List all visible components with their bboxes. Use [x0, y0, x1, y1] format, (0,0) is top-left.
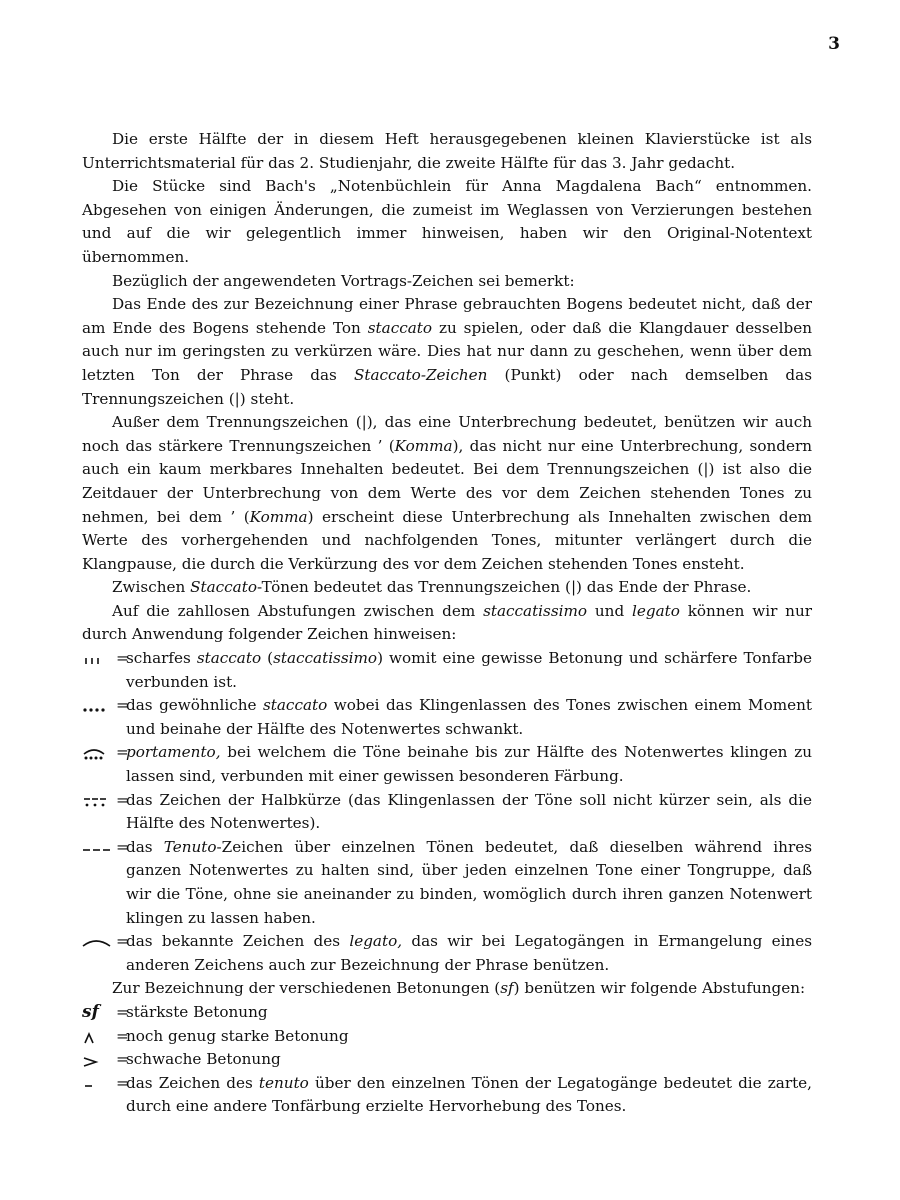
italic-term: Komma [249, 507, 308, 526]
italic-term: staccato [196, 649, 262, 668]
equals-sign: = [116, 790, 129, 809]
text-segment: das Zeichen der Halbkürze (das Klingenlassen der Töne soll nicht kürzer sein, als die Hälfte des Notenwertes). [126, 790, 812, 833]
staccato-dots-glyph [82, 698, 114, 714]
mark-description [126, 1048, 812, 1072]
paragraph [82, 128, 812, 175]
paragraph [82, 175, 812, 269]
text-segment: stärkste Betonung [126, 1002, 268, 1021]
text-segment: über den einzelnen Tönen der Legatogänge bedeutet die zarte, durch eine andere Tonfärbung erzielte Hervorhebung des Tones. [126, 1073, 812, 1116]
document-body [82, 128, 812, 1119]
italic-term: Komma [394, 436, 453, 455]
paragraph [82, 576, 812, 600]
text-segment: das gewöhnliche [126, 696, 263, 715]
italic-term: staccato [367, 318, 433, 337]
text-segment: das wir bei Legatogängen in Ermangelung eines anderen Zeichens auch zur Bezeichnung der Phrase benützen. [126, 932, 812, 974]
text-segment: scharfes [126, 649, 197, 668]
text-segment: zu spielen, oder daß die Klangdauer desselben auch nur im geringsten zu verkürzen wäre. Dies hat nur dann zu geschehen, wenn über dem letzten Ton der Phrase das [82, 318, 812, 384]
text-segment: ( [261, 649, 274, 668]
text-segment: -Tönen bedeutet das Trennungszeichen (|) das Ende der Phrase. [256, 578, 752, 597]
mark-description [126, 930, 812, 977]
intro-paragraphs [82, 128, 812, 647]
text-segment: noch genug starke Betonung [126, 1026, 349, 1045]
text-segment: ) benützen wir folgende Abstufungen: [513, 979, 806, 998]
tenuto-dashes-glyph [82, 840, 114, 856]
italic-term: legato [632, 601, 680, 620]
accent-mark-row [82, 1025, 812, 1049]
equals-sign: = [116, 1073, 129, 1092]
italic-term: staccato [262, 696, 328, 715]
articulation-mark-row [82, 789, 812, 836]
page-number: 3 [828, 34, 840, 54]
legato-slur-icon [82, 930, 116, 954]
text-segment: wobei das Klingenlassen des Tones zwischen einem Moment und beinahe der Hälfte des Notenwertes schwankt. [126, 696, 812, 738]
paragraph [82, 411, 812, 576]
sf-icon: sf [82, 1001, 99, 1022]
text-segment: Auf die zahllosen Abstufungen zwischen dem [112, 601, 484, 620]
tenuto-dot-marks-icon [82, 789, 116, 813]
equals-sign: = [116, 1050, 129, 1069]
text-segment: ), das nicht nur eine Unterbrechung, sondern auch ein kaum merkbares Innehalten bedeutet. Bei dem Trennungszeichen (|) ist also die Zeitdauer der Unterbrechung von dem Werte des vor dem Zeichen stehenden Tones zu nehmen, bei dem ’ ( [82, 436, 813, 526]
paragraph [82, 600, 812, 647]
accent-intro-paragraph [82, 977, 812, 1001]
paragraph [82, 270, 812, 294]
equals-sign: = [116, 743, 129, 762]
articulation-marks-list [82, 647, 812, 977]
accent-marks-list [82, 1001, 812, 1119]
text-segment: ) erscheint diese Unterbrechung als Innehalten zwischen dem Werte des vorhergehenden und nachfolgenden Tones, mitunter verlängert durch die Klangpause, die durch die Verkürzung des vor dem Zeichen stehenden Tones ensteht. [82, 507, 812, 573]
text-segment: Das Ende des zur Bezeichnung einer Phrase gebrauchten Bogens bedeutet nicht, daß der am Ende des Bogens stehende Ton [82, 295, 812, 337]
accent-mark-row [82, 1001, 812, 1025]
text-segment: Zwischen [112, 578, 191, 597]
portamento-dots-slur-glyph [82, 745, 114, 761]
text-segment: ) womit eine gewisse Betonung und schärfere Tonfarbe verbunden ist. [126, 649, 812, 691]
italic-term: Staccato [190, 578, 257, 597]
text-segment: Die Stücke sind Bach's „Notenbüchlein für Anna Magdalena Bach“ entnommen. Abgesehen von einigen Änderungen, die zumeist im Weglassen von Verzierungen bestehen und auf die wir gelegentlich immer hinweisen, haben wir den Original-Notentext übernommen. [82, 177, 812, 266]
staccato-dots-icon [82, 694, 116, 718]
text-segment: das Zeichen des [126, 1073, 259, 1092]
accent-wedge-glyph [82, 1052, 114, 1068]
italic-term: Tenuto [163, 837, 217, 856]
paragraph [82, 293, 812, 411]
text-segment: und [587, 601, 632, 620]
articulation-mark-row [82, 836, 812, 930]
mark-description [126, 1001, 812, 1025]
equals-sign: = [116, 932, 129, 951]
italic-term: legato, [349, 932, 403, 951]
tenuto-dashes-icon [82, 836, 116, 860]
mark-description [126, 741, 812, 788]
text-segment: das [126, 837, 164, 856]
articulation-mark-row [82, 930, 812, 977]
text-segment: -Zeichen über einzelnen Tönen bedeutet, daß dieselben während ihres ganzen Notenwertes zu halten sind, über jeden einzelnen Tone einer Tongruppe, daß wir die Töne, ohne sie aneinander zu binden, womöglich durch ihren ganzen Notenwert klingen zu lassen haben. [126, 837, 812, 927]
italic-term: staccatissimo [483, 601, 588, 620]
text-segment: Zur Bezeichnung der verschiedenen Betonungen ( [112, 979, 501, 998]
legato-slur-glyph [82, 934, 114, 950]
mark-description [126, 1072, 812, 1119]
accent-mark-row [82, 1072, 812, 1119]
italic-term: portamento, [126, 743, 221, 762]
text-segment: schwache Betonung [126, 1050, 281, 1069]
tenuto-dash-icon [82, 1072, 116, 1096]
staccatissimo-marks-glyph [82, 651, 114, 667]
mark-description [126, 647, 812, 694]
text-segment: bei welchem die Töne beinahe bis zur Hälfte des Notenwertes klingen zu lassen sind, verbunden mit einer gewissen besonderen Färbung. [126, 743, 812, 786]
mark-description [126, 694, 812, 741]
italic-term: staccatissimo [273, 649, 378, 668]
articulation-mark-row [82, 694, 812, 741]
mark-description [126, 836, 812, 930]
equals-sign: = [116, 649, 129, 668]
portamento-dots-slur-icon [82, 741, 116, 765]
mark-description [126, 789, 812, 836]
equals-sign: = [116, 1026, 129, 1045]
tenuto-dot-marks-glyph [82, 793, 114, 809]
equals-sign: = [116, 1002, 129, 1021]
mark-description [126, 1025, 812, 1049]
text-segment: (Punkt) oder nach demselben das Trennungszeichen (|) steht. [82, 365, 812, 408]
marcato-accent-icon [82, 1025, 116, 1049]
italic-term: tenuto [258, 1073, 309, 1092]
italic-term: Staccato-Zeichen [353, 365, 488, 384]
italic-term: sf [500, 979, 514, 998]
articulation-mark-row [82, 647, 812, 694]
text-segment: Bezüglich der angewendeten Vortrags-Zeichen sei bemerkt: [112, 271, 575, 290]
text-segment: können wir nur durch Anwendung folgender Zeichen hinweisen: [82, 601, 812, 644]
text-segment: Außer dem Trennungszeichen (|), das eine Unterbrechung bedeutet, benützen wir auch noch das stärkere Trennungszeichen ’ ( [82, 413, 812, 455]
accent-wedge-icon [82, 1048, 116, 1072]
text-segment: Die erste Hälfte der in diesem Heft herausgegebenen kleinen Klavierstücke ist als Unterrichtsmaterial für das 2. Studienjahr, die zweite Hälfte für das 3. Jahr gedacht. [82, 130, 812, 172]
text-segment: das bekannte Zeichen des [126, 932, 350, 951]
equals-sign: = [116, 837, 129, 856]
articulation-mark-row [82, 741, 812, 788]
marcato-accent-glyph [82, 1029, 114, 1045]
staccatissimo-marks-icon [82, 647, 116, 671]
tenuto-dash-glyph [82, 1076, 114, 1092]
equals-sign: = [116, 696, 129, 715]
accent-mark-row [82, 1048, 812, 1072]
